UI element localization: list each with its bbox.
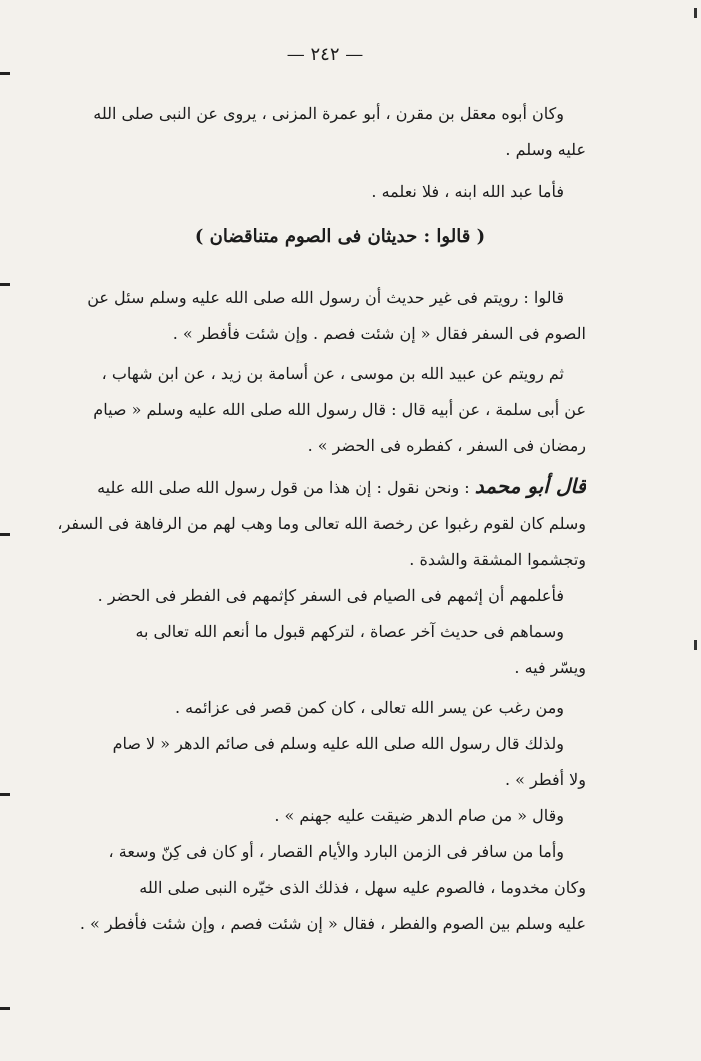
text-line: عليه وسلم بين الصوم والفطر ، فقال « إن شئت فصم ، وإن شئت فأفطر » . [79,914,586,933]
author-label: قال أبو محمد [474,474,586,498]
text-line: وأما من سافر فى الزمن البارد والأيام القصار ، أو كان فى كِنّ وسعة ، [108,842,564,861]
text-line: قالوا : رويتم فى غير حديث أن رسول الله صلى الله عليه وسلم سئل عن [87,288,564,307]
text-line: فأما عبد الله ابنه ، فلا نعلمه . [371,182,564,201]
page-number: — ٢٤٢ — [286,44,364,65]
text-line: وتجشموا المشقة والشدة . [409,550,586,569]
text-line: ولذلك قال رسول الله صلى الله عليه وسلم فى صائم الدهر « لا صام [112,734,564,753]
text-line: عليه وسلم . [505,140,586,159]
text-line: رمضان فى السفر ، كفطره فى الحضر » . [307,436,586,455]
text-line: فأعلمهم أن إثمهم فى الصيام فى السفر كإثمهم فى الفطر فى الحضر . [97,586,564,605]
text-line: وكان مخدوما ، فالصوم عليه سهل ، فذلك الذى خيّره النبى صلى الله [139,878,586,897]
text-line: وسلم كان لقوم رغبوا عن رخصة الله تعالى وما وهب لهم من الرفاهة فى السفر، [57,514,586,533]
text-line: ولا أفطر » . [504,770,586,789]
text-line: ومن رغب عن يسر الله تعالى ، كان كمن قصر فى عزائمه . [174,698,564,717]
margin-mark [0,283,10,286]
margin-mark [0,72,10,75]
section-heading: ( قالوا : حديثان فى الصوم متناقضان ) [194,226,486,247]
margin-mark [0,1007,10,1010]
body-block [50,280,586,942]
text-line: وكان أبوه معقل بن مقرن ، أبو عمرة المزنى ، يروى عن النبى صلى الله [93,104,564,123]
margin-mark [0,533,10,536]
text-line: عن أبى سلمة ، عن أبيه قال : قال رسول الله صلى الله عليه وسلم « صيام [93,400,586,419]
text-line: ويسّر فيه . [514,658,586,677]
text-line: ثم رويتم عن عبيد الله بن موسى ، عن أسامة بن زيد ، عن ابن شهاب ، [101,364,564,383]
edge-mark [694,8,697,18]
text-line: وقال « من صام الدهر ضيقت عليه جهنم » . [274,806,564,825]
text-line: الصوم فى السفر فقال « إن شئت فصم . وإن شئت فأفطر » . [172,324,586,343]
margin-mark [0,793,10,796]
text-span: : ونحن نقول : إن هذا من قول رسول الله صلى الله عليه [97,478,470,497]
text-line: وسماهم فى حديث آخر عصاة ، لتركهم قبول ما أنعم الله تعالى به [135,622,564,641]
intro-block [50,96,586,210]
edge-mark [694,640,697,650]
text-line [50,468,586,506]
